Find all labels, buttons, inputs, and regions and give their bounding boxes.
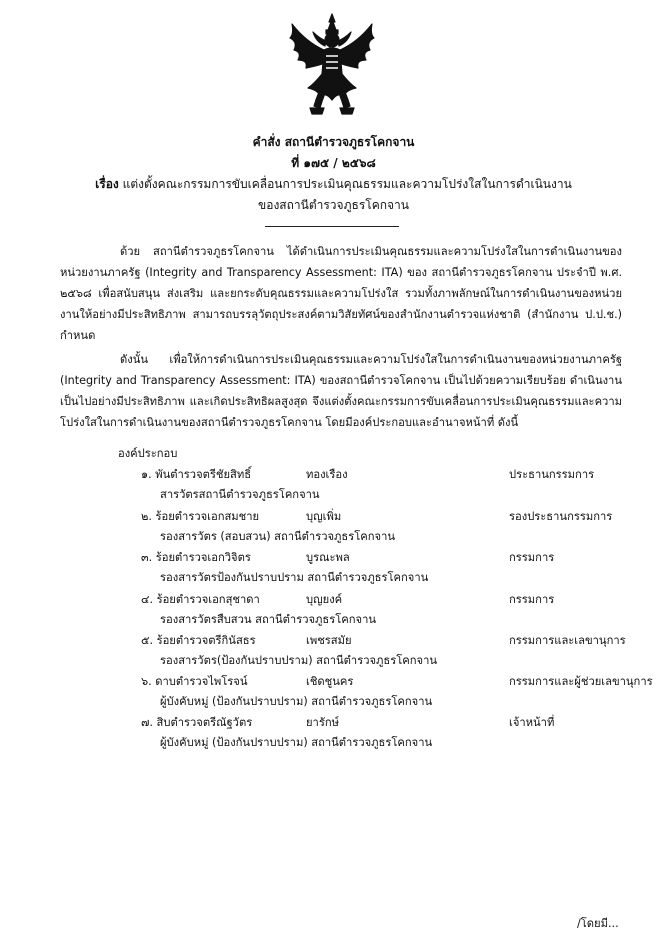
member-name: ๒. ร้อยตำรวจเอกสมชาย xyxy=(141,510,260,523)
member-surname: ทองเรือง xyxy=(306,468,348,481)
member-row xyxy=(0,548,667,588)
garuda-emblem-icon xyxy=(286,12,378,118)
order-title: คำสั่ง สถานีตำรวจภูธรโคกจาน xyxy=(252,135,415,149)
member-role: รองประธานกรรมการ xyxy=(509,510,613,523)
member-role: กรรมการและผู้ช่วยเลขานุการ xyxy=(509,675,653,688)
member-row xyxy=(0,713,667,753)
member-surname: เชิดชูนคร xyxy=(306,675,354,688)
member-position: รองสารวัตร(ป้องกันปราบปราม) สถานีตำรวจภูธรโคกจาน xyxy=(160,654,438,667)
subject-line1: แต่งตั้งคณะกรรมการขับเคลื่อนการประเมินคุณธรรมและความโปร่งใสในการดำเนินงาน xyxy=(122,177,572,191)
header-divider xyxy=(265,226,399,227)
member-surname: เพชรสมัย xyxy=(306,634,352,647)
member-role: เจ้าหน้าที่ xyxy=(509,716,555,729)
member-row xyxy=(0,631,667,671)
subject-line2: ของสถานีตำรวจภูธรโคกจาน xyxy=(258,198,409,212)
member-row xyxy=(0,507,667,547)
order-number: ที่ ๑๗๕ / ๒๕๖๘ xyxy=(291,156,376,170)
member-position: รองสารวัตรสืบสวน สถานีตำรวจภูธรโคกจาน xyxy=(160,613,376,626)
member-role: กรรมการและเลขานุการ xyxy=(509,634,626,647)
member-role: กรรมการ xyxy=(509,593,555,606)
continuation-note: /โดยมี... xyxy=(577,917,619,930)
member-name: ๖. ดาบตำรวจไพโรจน์ xyxy=(141,675,248,688)
paragraph-1: ด้วย สถานีตำรวจภูธรโคกจาน ได้ดำเนินการประเมินคุณธรรมและความโปร่งใสในการดำเนินงานของหน่วยงานภาครัฐ (Integrity and Transparency Assessment: ITA) ของ สถานีตำรวจภูธรโคกจาน ประจำปี พ.ศ. ๒๕๖๘ เพื่อสนับสนุน ส่งเสริม และยกระดับคุณธรรมและความโปร่งใส รวมทั้งภาพลักษณ์ในการดำเนินงานของหน่วยงานให้อย่างมีประสิทธิภาพ สามารถบรรลุวัตถุประสงค์ตามวิสัยทัศน์ของสำนักงานตำรวจแห่งชาติ (สำนักงาน ป.ป.ช.) กำหนด xyxy=(60,245,622,342)
member-name: ๕. ร้อยตำรวจตรีกินัสธร xyxy=(141,634,256,647)
subject-label: เรื่อง xyxy=(95,177,119,191)
member-row xyxy=(0,465,667,505)
member-name: ๓. ร้อยตำรวจเอกวิจิตร xyxy=(141,551,251,564)
member-role: กรรมการ xyxy=(509,551,555,564)
paragraph-2: ดังนั้น เพื่อให้การดำเนินการประเมินคุณธรรมและความโปร่งใสในการดำเนินงานของหน่วยงานภาครัฐ (Integrity and Transparency Assessment: ITA) ของสถานีตำรวจโคกจาน เป็นไปด้วยความเรียบร้อย ดำเนินงานเป็นไปอย่างมีประสิทธิภาพ และเกิดประสิทธิผลสูงสุด จึงแต่งตั้งคณะกรรมการขับเคลื่อนการประเมินคุณธรรมและความโปร่งใสในการดำเนินงานของสถานีตำรวจภูธรโคกจาน โดยมีองค์ประกอบและอำนาจหน้าที่ ดังนี้ xyxy=(60,353,622,429)
member-row xyxy=(0,590,667,630)
member-name: ๔. ร้อยตำรวจเอกสุชาดา xyxy=(141,593,260,606)
member-surname: บุญเพิ่ม xyxy=(306,510,342,523)
member-surname: บุญยงค์ xyxy=(306,593,343,606)
member-position: รองสารวัตร (สอบสวน) สถานีตำรวจภูธรโคกจาน xyxy=(160,530,396,543)
member-name: ๗. สิบตำรวจตรีณัฐวัตร xyxy=(141,716,253,729)
composition-label: องค์ประกอบ xyxy=(118,447,178,460)
member-position: สารวัตรสถานีตำรวจภูธรโคกจาน xyxy=(160,488,320,501)
member-row xyxy=(0,672,667,712)
member-name: ๑. พันตำรวจตรีชัยสิทธิ์ xyxy=(141,468,252,481)
member-position: ผู้บังคับหมู่ (ป้องกันปราบปราม) สถานีตำรวจภูธรโคกจาน xyxy=(160,695,433,708)
member-position: รองสารวัตรป้องกันปราบปราม สถานีตำรวจภูธรโคกจาน xyxy=(160,571,429,584)
member-role: ประธานกรรมการ xyxy=(509,468,595,481)
member-surname: บูรณะพล xyxy=(306,551,350,564)
member-surname: ยารักษ์ xyxy=(306,716,339,729)
order-subject xyxy=(0,176,667,192)
member-position: ผู้บังคับหมู่ (ป้องกันปราบปราม) สถานีตำรวจภูธรโคกจาน xyxy=(160,736,433,749)
